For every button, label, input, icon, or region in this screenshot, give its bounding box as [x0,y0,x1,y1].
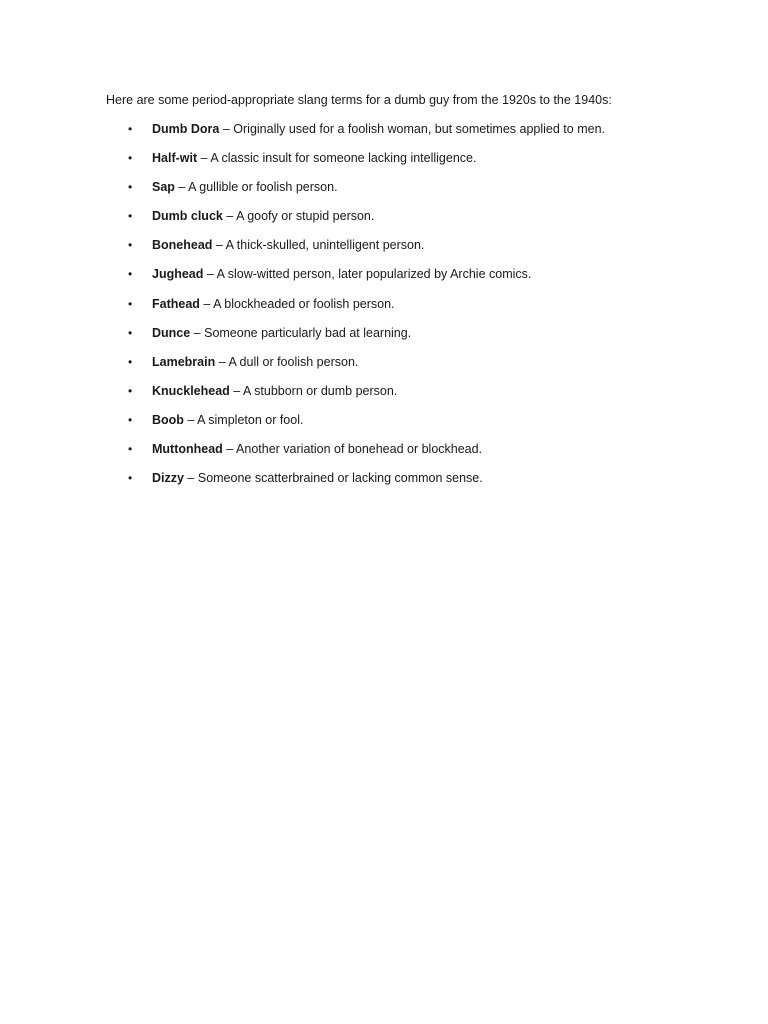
list-item [0,469,768,498]
bullet-icon: • [128,442,133,457]
bullet-icon: • [128,412,133,427]
term-separator: – [222,209,237,224]
term-separator: – [190,325,205,340]
bullet-icon: • [128,296,133,311]
list-item-text [152,469,483,487]
term-definition: Another variation of bonehead or blockhead. [236,442,483,457]
list-item-text [152,265,531,283]
list-item-text [152,178,338,196]
list-item [0,324,768,353]
bullet-icon: • [128,180,133,195]
term-definition: A slow-witted person, later popularized by Archie comics. [216,267,532,282]
list-item [0,295,768,324]
list-item-text [152,382,397,400]
bullet-icon: • [128,238,133,253]
list-item [0,411,768,440]
term-name: Lamebrain [152,354,216,369]
term-name: Dizzy [152,471,184,486]
term-definition: A goofy or stupid person. [236,209,375,224]
term-name: Half-wit [152,151,198,166]
list-item-text [152,324,411,342]
list-item-text [152,120,605,138]
term-definition: A dull or foolish person. [228,354,359,369]
term-definition: A simpleton or fool. [197,412,304,427]
term-name: Knucklehead [152,383,230,398]
term-separator: – [199,296,214,311]
bullet-icon: • [128,471,133,486]
term-separator: – [212,238,226,253]
term-definition: A stubborn or dumb person. [243,383,398,398]
list-item-text [152,295,395,313]
term-definition: Originally used for a foolish woman, but sometimes applied to men. [233,122,605,136]
term-separator: – [229,383,244,398]
list-item [0,207,768,236]
term-separator: – [222,442,237,457]
bullet-icon: • [128,267,133,282]
intro-paragraph: Here are some period-appropriate slang terms for a dumb guy from the 1920s to the 1940s: [106,93,612,107]
term-name: Sap [152,180,175,195]
bullet-icon: • [128,354,133,369]
bullet-icon: • [128,383,133,398]
slang-term-list [0,120,768,498]
list-item-text [152,149,476,167]
term-definition: Someone scatterbrained or lacking common sense. [197,471,483,486]
list-item [0,120,768,149]
bullet-icon: • [128,209,133,224]
term-name: Jughead [152,267,204,282]
term-separator: – [183,471,198,486]
term-separator: – [203,267,217,282]
term-separator: – [183,412,198,427]
list-item [0,382,768,411]
term-name: Dumb cluck [152,209,223,224]
term-name: Dumb Dora [152,122,220,136]
bullet-icon: • [128,151,133,166]
term-definition: A gullible or foolish person. [188,180,338,195]
list-item [0,265,768,294]
term-separator: – [215,354,229,369]
list-item [0,236,768,265]
term-name: Bonehead [152,238,213,253]
term-definition: A classic insult for someone lacking intelligence. [210,151,477,166]
list-item-text [152,411,303,429]
bullet-icon: • [128,122,133,136]
list-item-text [152,353,358,371]
list-item-text [152,236,424,254]
term-name: Muttonhead [152,442,223,457]
term-definition: A blockheaded or foolish person. [213,296,395,311]
bullet-icon: • [128,325,133,340]
term-name: Fathead [152,296,200,311]
term-definition: A thick-skulled, unintelligent person. [225,238,425,253]
list-item-text [152,440,482,458]
term-separator: – [174,180,189,195]
term-name: Dunce [152,325,191,340]
list-item [0,353,768,382]
term-separator: – [197,151,211,166]
list-item [0,178,768,207]
list-item-text [152,207,374,225]
term-name: Boob [152,412,184,427]
list-item [0,440,768,469]
term-separator: – [219,122,234,136]
term-definition: Someone particularly bad at learning. [204,325,412,340]
list-item [0,149,768,178]
